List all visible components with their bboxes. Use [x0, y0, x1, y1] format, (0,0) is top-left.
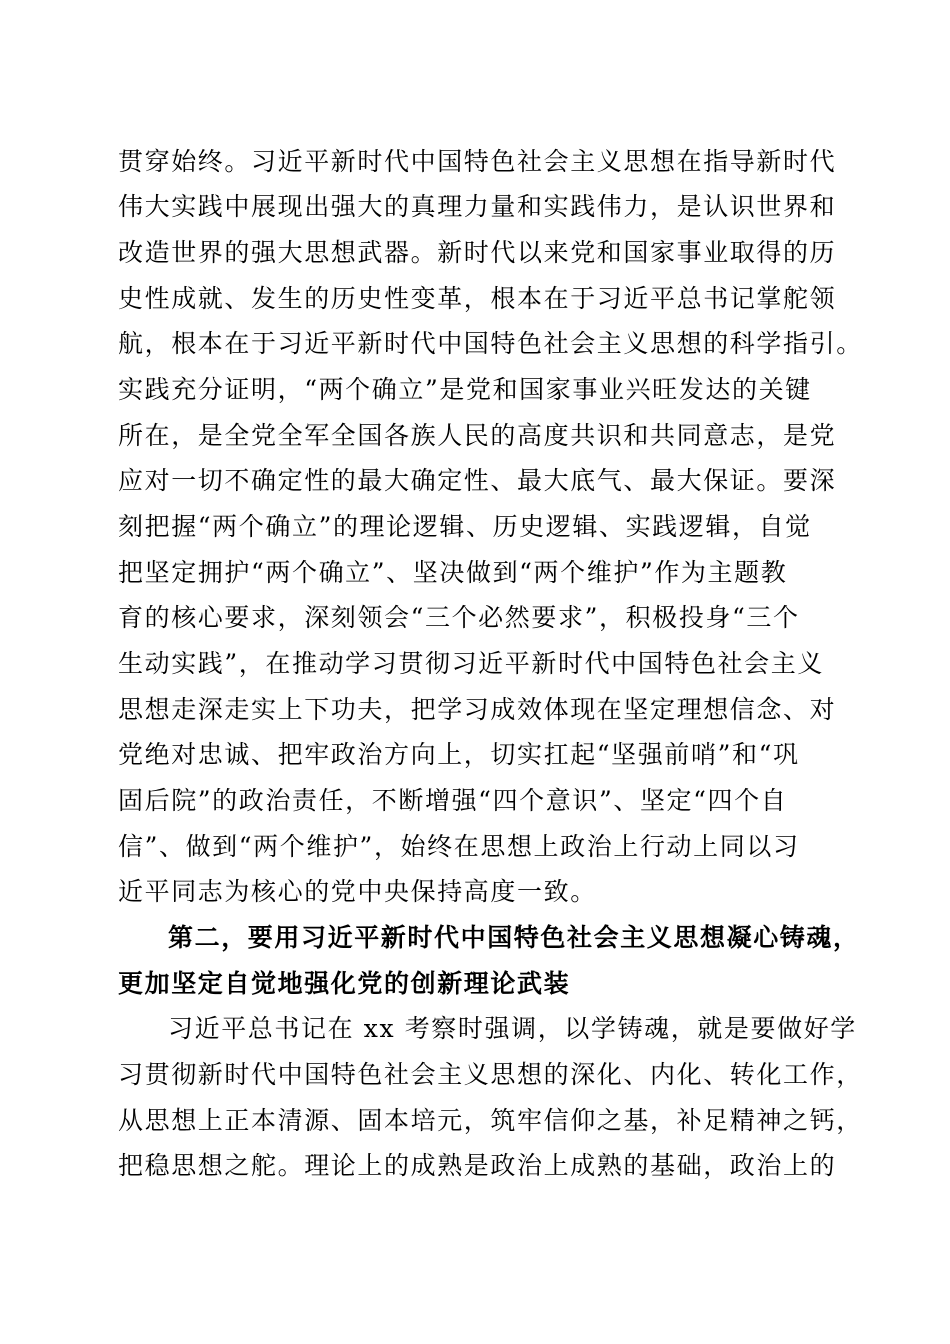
body-text-line: 固后院”的政治责任，不断增强“四个意识”、坚定“四个自 — [118, 786, 788, 815]
body-text-line: 从思想上正本清源、固本培元，筑牢信仰之基，补足精神之钙， — [118, 1106, 863, 1135]
body-text-line: 习贯彻新时代中国特色社会主义思想的深化、内化、转化工作， — [118, 1060, 863, 1089]
body-text-line: 刻把握“两个确立”的理论逻辑、历史逻辑、实践逻辑，自觉 — [118, 512, 812, 541]
body-text-line: 思想走深走实上下功夫，把学习成效体现在坚定理想信念、对 — [118, 695, 837, 724]
body-text-line: 史性成就、发生的历史性变革，根本在于习近平总书记掌舵领 — [118, 284, 837, 313]
body-text-line: 党绝对忠诚、把牢政治方向上，切实扛起“坚强前哨”和“巩 — [118, 740, 800, 769]
body-text-line: 贯穿始终。习近平新时代中国特色社会主义思想在指导新时代 — [118, 147, 837, 176]
body-text-line: 习近平总书记在 xx 考察时强调，以学铸魂，就是要做好学 — [168, 1014, 857, 1043]
section-heading-line: 第二，要用习近平新时代中国特色社会主义思想凝心铸魂， — [168, 923, 860, 952]
body-text-line: 把稳思想之舵。理论上的成熟是政治上成熟的基础，政治上的 — [118, 1151, 837, 1180]
body-text-line: 信”、做到“两个维护”，始终在思想上政治上行动上同以习 — [118, 832, 800, 861]
body-text-line: 把坚定拥护“两个确立”、坚决做到“两个维护”作为主题教 — [118, 558, 788, 587]
body-text-line: 生动实践”，在推动学习贯彻习近平新时代中国特色社会主义 — [118, 649, 824, 678]
section-heading-line: 更加坚定自觉地强化党的创新理论武装 — [118, 969, 571, 998]
body-text-line: 航，根本在于习近平新时代中国特色社会主义思想的科学指引。 — [118, 329, 863, 358]
body-text-line: 实践充分证明，“两个确立”是党和国家事业兴旺发达的关键 — [118, 375, 812, 404]
body-text-line: 改造世界的强大思想武器。新时代以来党和国家事业取得的历 — [118, 238, 837, 267]
body-text-line: 育的核心要求，深刻领会“三个必然要求”，积极投身“三个 — [118, 603, 800, 632]
body-text-line: 近平同志为核心的党中央保持高度一致。 — [118, 877, 597, 906]
body-text-line: 伟大实践中展现出强大的真理力量和实践伟力，是认识世界和 — [118, 192, 837, 221]
body-text-line: 所在，是全党全军全国各族人民的高度共识和共同意志，是党 — [118, 421, 837, 450]
body-text-line: 应对一切不确定性的最大确定性、最大底气、最大保证。要深 — [118, 466, 837, 495]
